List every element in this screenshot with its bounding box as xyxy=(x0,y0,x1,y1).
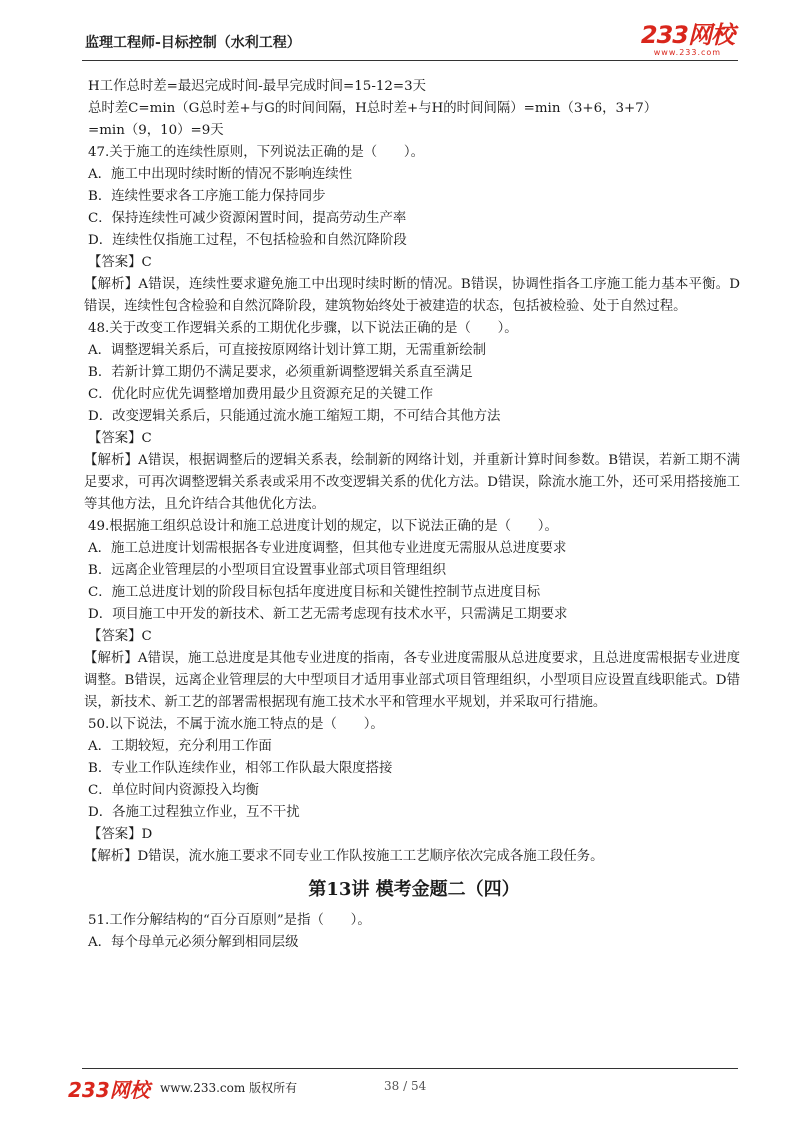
header-divider xyxy=(82,60,738,61)
answer-line: 【答案】C xyxy=(88,431,152,446)
question-stem: 51.工作分解结构的“百分百原则”是指（ ）。 xyxy=(88,913,371,928)
question-47 xyxy=(84,142,740,318)
page-footer xyxy=(60,1068,740,1108)
question-50 xyxy=(84,714,740,868)
question-stem: 50.以下说法，不属于流水施工特点的是（ ）。 xyxy=(88,717,384,732)
question-49 xyxy=(84,516,740,714)
answer-line: 【答案】C xyxy=(88,255,152,270)
page-number: 38 / 54 xyxy=(384,1079,427,1093)
analysis-text: 【解析】D错误，流水施工要求不同专业工作队按施工工艺顺序依次完成各施工段任务。 xyxy=(84,849,604,864)
option-d: D．各施工过程独立作业，互不干扰 xyxy=(88,805,300,820)
question-stem: 49.根据施工组织总设计和施工总进度计划的规定，以下说法正确的是（ ）。 xyxy=(88,519,558,534)
question-51 xyxy=(88,910,740,954)
footer-logo: 233网校 xyxy=(68,1078,150,1102)
section-heading: 第13讲 模考金题二（四） xyxy=(308,879,520,900)
question-stem: 47.关于施工的连续性原则，下列说法正确的是（ ）。 xyxy=(88,145,424,160)
question-stem: 48.关于改变工作逻辑关系的工期优化步骤，以下说法正确的是（ ）。 xyxy=(88,321,518,336)
question-48 xyxy=(84,318,740,516)
text-line: H工作总时差=最迟完成时间-最早完成时间=15-12=3天 xyxy=(88,79,427,94)
option-c: C．单位时间内资源投入均衡 xyxy=(88,783,259,798)
option-c: C．施工总进度计划的阶段目标包括年度进度目标和关键性控制节点进度目标 xyxy=(88,585,541,600)
option-a: A．每个母单元必须分解到相同层级 xyxy=(88,935,299,950)
option-b: B．专业工作队连续作业，相邻工作队最大限度搭接 xyxy=(88,761,393,776)
option-a: A．工期较短，充分利用工作面 xyxy=(88,739,272,754)
logo-text: 233网校 xyxy=(640,21,734,49)
analysis-text: 【解析】A错误，连续性要求避免施工中出现时续时断的情况。B错误，协调性指各工序施工能力基本平衡。D错误，连续性包含检验和自然沉降阶段，建筑物始终处于被建造的状态，包括被检验、处于自然过程。 xyxy=(84,277,740,314)
answer-line: 【答案】C xyxy=(88,629,152,644)
footer-copyright: www.233.com 版权所有 xyxy=(160,1081,298,1095)
analysis-text: 【解析】A错误，根据调整后的逻辑关系表，绘制新的网络计划，并重新计算时间参数。B错误，若新工期不满足要求，可再次调整逻辑关系表或采用不改变逻辑关系的优化方法。D错误，除流水施工外，还可采用搭接施工等其他方法，且允许结合其他优化方法。 xyxy=(84,453,740,512)
option-c: C．保持连续性可减少资源闲置时间，提高劳动生产率 xyxy=(88,211,407,226)
brand-logo xyxy=(641,22,734,57)
page-content xyxy=(84,76,740,954)
logo-url: www.233.com xyxy=(653,48,722,57)
text-line: =min（9，10）=9天 xyxy=(88,123,224,138)
option-b: B．远离企业管理层的小型项目宜设置事业部式项目管理组织 xyxy=(88,563,446,578)
answer-line: 【答案】D xyxy=(88,827,153,842)
option-d: D．改变逻辑关系后，只能通过流水施工缩短工期，不可结合其他方法 xyxy=(88,409,501,424)
option-d: D．项目施工中开发的新技术、新工艺无需考虑现有技术水平，只需满足工期要求 xyxy=(88,607,568,622)
option-d: D．连续性仅指施工过程，不包括检验和自然沉降阶段 xyxy=(88,233,407,248)
option-b: B．若新计算工期仍不满足要求，必须重新调整逻辑关系直至满足 xyxy=(88,365,473,380)
option-a: A．调整逻辑关系后，可直接按原网络计划计算工期，无需重新绘制 xyxy=(88,343,486,358)
document-title: 监理工程师-目标控制（水利工程） xyxy=(85,35,301,51)
analysis-text: 【解析】A错误，施工总进度是其他专业进度的指南，各专业进度需服从总进度要求，且总进度需根据专业进度调整。B错误，远离企业管理层的大中型项目才适用事业部式项目管理组织，小型项目应设置直线职能式。D错误，新技术、新工艺的部署需根据现有施工技术水平和管理水平规划，并采取可行措施。 xyxy=(84,651,740,710)
text-line: 总时差C=min（G总时差+与G的时间间隔，H总时差+与H的时间间隔）=min（3+6，3+7） xyxy=(88,101,658,116)
option-a: A．施工总进度计划需根据各专业进度调整，但其他专业进度无需服从总进度要求 xyxy=(88,541,567,556)
option-a: A．施工中出现时续时断的情况不影响连续性 xyxy=(88,167,353,182)
page-header xyxy=(60,20,740,60)
option-c: C．优化时应优先调整增加费用最少且资源充足的关键工作 xyxy=(88,387,434,402)
option-b: B．连续性要求各工序施工能力保持同步 xyxy=(88,189,326,204)
